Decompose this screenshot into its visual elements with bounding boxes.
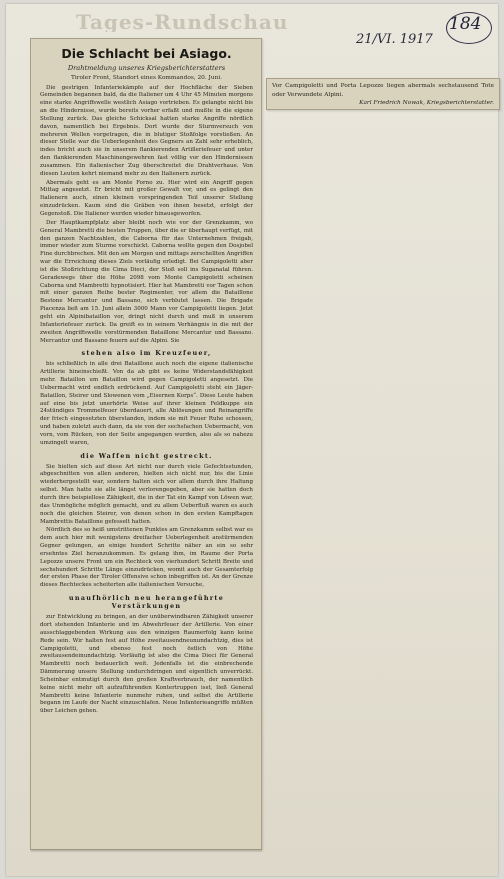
clipping-shadow	[30, 849, 262, 852]
article-subhead: Drahtmeldung unseres Kriegsberichterstatters	[67, 64, 226, 72]
article-paragraph: Die gestrigen Infanteriekämpfe auf der Hochfläche der Sieben Gemeinden begannen bald, da die Italiener um 4 Uhr 45 Minuten morgens eine starke Angriffswelle westlich Asiago vortrieben. Es gelangte nicht bis an die Hindernisse, wurde bereits vorher erfaßt und mußte in die eigene Stellung zurück. Das gleiche Schicksal hatten starke Angriffe nördlich davon, namentlich bei Ergebnis. Dort wurde der Sturmversuch von mehreren Wellen vorgetragen, die in blutiger Stoßfolge vorstießen. An dieser Stelle war die Ueberlegenheit des Gegners an Zahl sehr erheblich, indes bricht auch sie in unserem flankierenden Artilleriefeuer und unter den flankierenden Maschinengewehren fast völlig vor den Hindernissen zusammen. Ein italienischer Zug überschreitet die Drahtverhaue. Von diesen Leuten kehrt niemand mehr zu den Italienern zurück.	[40, 84, 253, 177]
newspaper-clipping-side	[266, 78, 500, 110]
newspaper-masthead: Tages-Rundschau	[76, 10, 289, 32]
article-subheading: die Waffen nicht gestreckt.	[80, 451, 213, 460]
newspaper-clipping-main	[30, 38, 262, 850]
article-paragraph: Sie hielten sich auf diese Art nicht nur durch viele Gefechtsstunden, abgeschnitten von allen anderen, hielten sich nicht nur, bis die Linie wiederhergestellt war, sondern halten sich vor allem durch ihre Haltung selbst. Man hatte sie alle längst verlorengegeben, aber sie hatten doch durch ihre beispiellose Zähigkeit, die in der Tat ein Kampf von Löwen war, das Unmögliche möglich gemacht, und zu allem Ueberfluß waren es auch noch die gleichen Steirer, von denen schon in den ersten Kampftagen Mambrettis Bataillone gefesselt hatten.	[40, 463, 253, 525]
article-subheading: stehen also im Kreuzfeuer,	[81, 349, 212, 358]
article-paragraph: bis schließlich in alle drei Bataillone auch noch die eigene italienische Artillerie hineinschießt. Von da ab gibt es keine Widerstandsfähigkeit mehr. Bataillon um Bataillon wird gegen Campigoletti angesetzt. Die Uebermacht wird endlich erdrückend. Auf Campigoletti steht ein Jäger-Bataillon, Steirer und Slowenen vom „Eisernen Korps“. Diese Leute haben auf eine bis jetzt unerhörte Weise auf ihrer kleinen Feldkuppe ein 24stündiges Trommelfeuer überdauert, alle Ablösungen und Reinangriffe der frisch eingesetzten überstanden, indem sie mit Feuer Ruhe schossen, und haben zuletzt auch dann, da sie von der sechsfachen Uebermacht, von vorn, vom Rücken, von der Seite angegangen wurden, also als so nahezu umzingelt waren,	[40, 361, 253, 446]
article-headline: Die Schlacht bei Asiago.	[61, 46, 232, 61]
article-paragraph: zur Entwicklung zu bringen, an der unüberwindbaren Zähigkeit unserer dort stehenden Infanterie und im Abwehrfeuer der Artillerie. Von einer ausschlaggebenden Wirkung aus den winzigen Raumerfolg kann keine Rede sein. Wir halten fest auf Höhe zweitausendneunundachtzig, dies ist Campigoletti, und ebenso fest noch östlich von Höhe zweitausendeinundachtzig. Vorläufig ist also die Cima Dieci für General Mambretti noch bedauerlich weit. Jedenfalls ist die einbrechende Dämmerung unsere Stellung undurchdringen und eigentlich unverrückt. Scheinbar entmutigt durch den großen Kraftverbrauch, der namentlich keine nicht mehr oft aufzuführenden Kontertruppen isst, ließ General Mambretti keine Infanterie nunmehr ruhen, und selbst die Artillerie begann im Laufe der Nacht einzuschlafen. Neue Infanterieangriffe müßten über Leichen gehen.	[40, 614, 253, 715]
page-number: 184	[449, 14, 482, 34]
side-clipping-text: Vor Campigoletti und Porta Lepozze liegen abermals sechstausend Tote oder Verwundete Alpini.	[272, 83, 494, 98]
side-clipping-signature: Karl Friedrich Nowak, Kriegsberichterstatter.	[359, 100, 494, 106]
article-paragraph: Nördlich des so heiß umstrittenen Punktes am Grenzkamm selbst war es dem auch hier mit wenigstens dreifacher Ueberlegenheit anstürmenden Gegner gelungen, an einige hundert Schritte näher an ein so sehr ersehntes Ziel heranzukommen. Es gelang ihm, im Raume der Porta Lepozze unsere Front um ein Rechteck von vierhundert Schritt Breite und sechshundert Schritte Länge einzudrücken, womit auch der Gesamterfolg der ersten Phase der Tiroler Offensive schon inbegriffen ist. An der Grenze dieses Rechteckes scheiterten alle italienischen Versuche,	[40, 527, 253, 589]
article-subheading: unaufhörlich neu herangeführte Verstärkungen	[68, 594, 225, 611]
article-paragraph: Der Hauptkampfplatz aber bleibt noch wie vor der Grenzkamm, wo General Mambretti die besten Truppen, über die er überhaupt verfügt, mit den ganzen Nachtzahlen, die Caborna für das Unternehmen freigab, immer wieder zum Sturme vorschickt. Caborna wollte gegen den Dosjobel Fine durchbrechen. Mit den am Morgen und mittags zerschellten Angriffen war die Erreichung dieses Ziels vorläufig erledigt. Bei Campigoletti aber ist die Stoßrichtung die Cima Dieci, der Stoß soll ins Suganatal führen. Geradewegs über die Höhe 2098 vom Monte Campigoletti scheinen Caborna und Mambretti hypnotisiert. Hier hat Mambretti vor Tagen schon mit einer ganzen Reihe bester Regimenter, vor allem die Bataillone Bestone Mercantur und Bassano, sich verblutet lassen. Die Brigade Piacenza ließ am 15. Juni allein 3000 Mann vor Campigoletti liegen. Jetzt geht ein Alpinibataillon vor, dringt nicht durch und muß in unserem Infanteriefeuer zurück. Da greift es in seinem Verhängnis in die mit der zweiten Angriffswelle vorstürmenden Bataillone Mercantur und Bassano. Mercantur und Bassano feuern auf die Alpini. Sie	[40, 219, 253, 344]
article-paragraph: Abermals geht es am Monte Forno zu. Hier wird ein Angriff gegen Mittag angesetzt. Er bricht mit großer Gewalt vor, und es gelingt den Italienern auch, einen kleinen vorspringenden Teil unserer Stellung einzudrücken. Kaum sind die Gräben von ihnen besetzt, erfolgt der Gegenstoß. Die Italiener werden wieder hinausgeworfen.	[40, 179, 253, 217]
handwritten-date: 21/VI. 1917	[356, 32, 433, 47]
article-byline: Tiroler Front, Standort eines Kommandos, 20. Juni.	[70, 75, 223, 81]
